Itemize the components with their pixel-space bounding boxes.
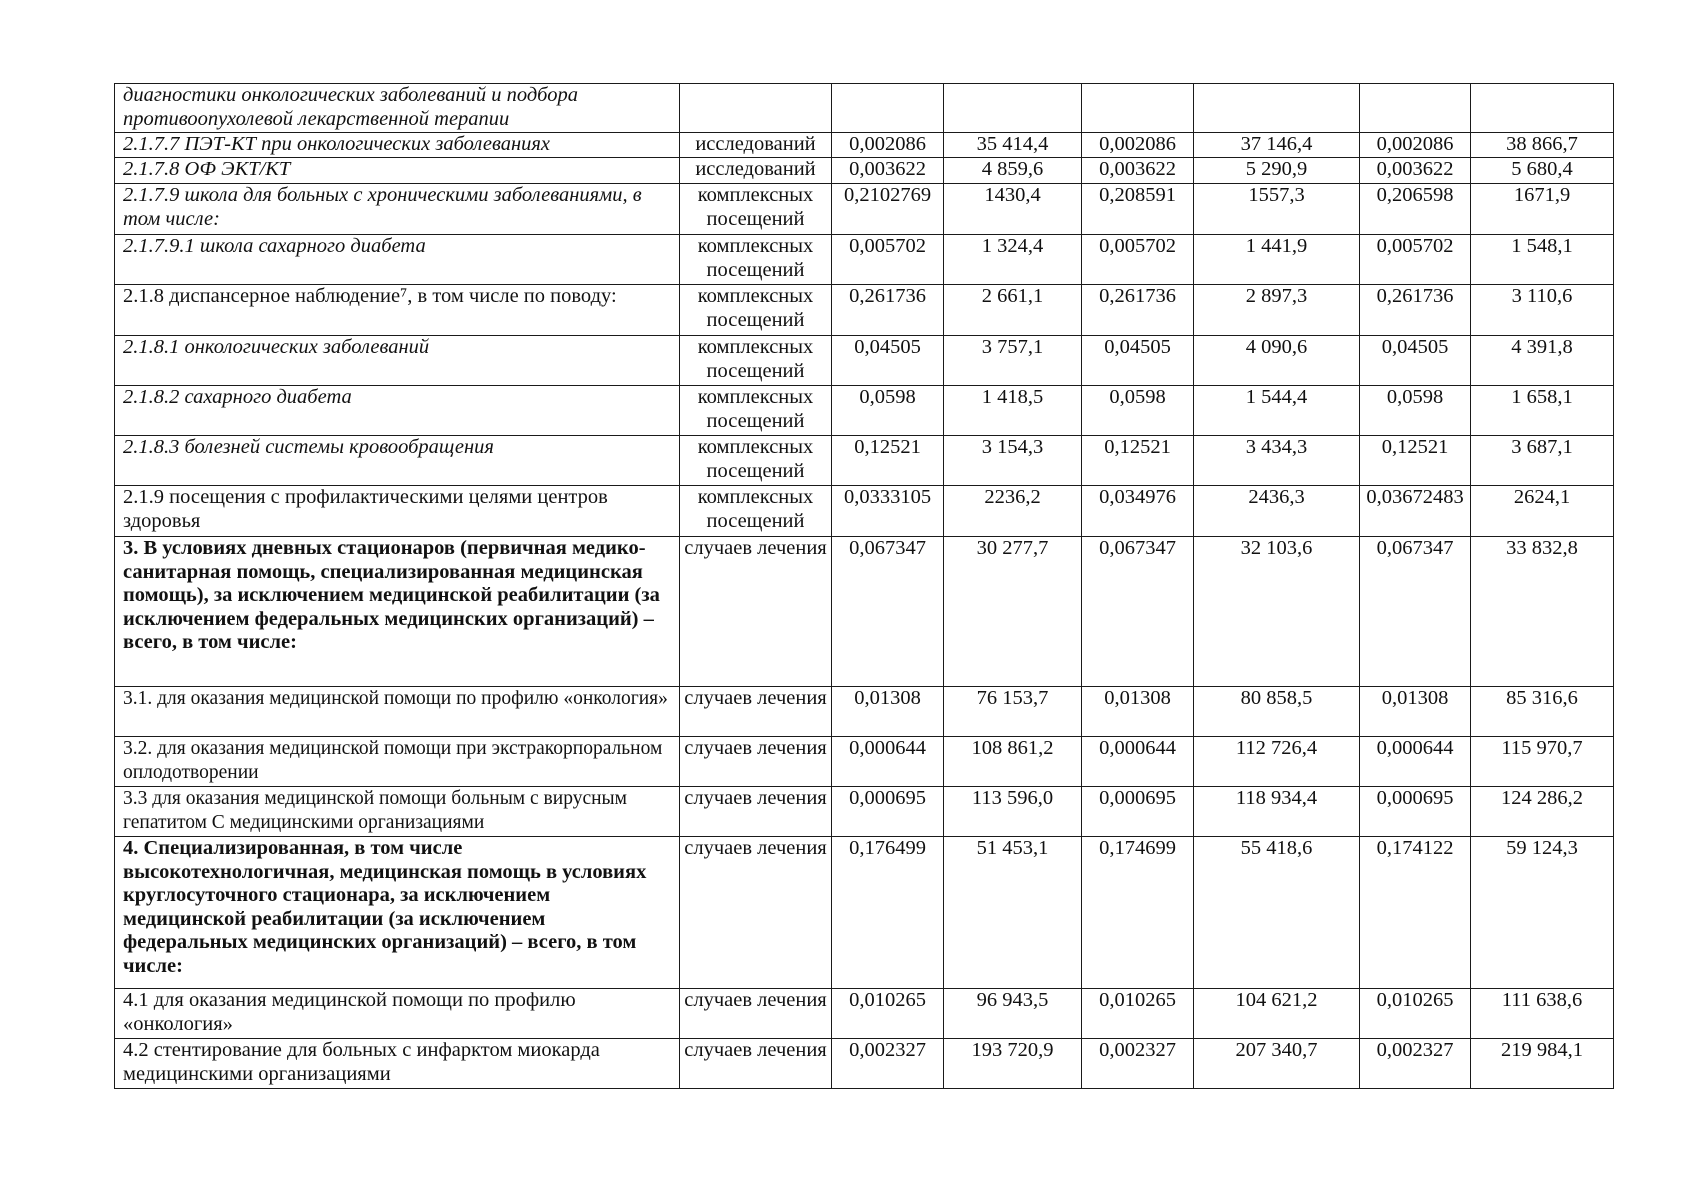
cost-value-cell: 113 596,0: [944, 787, 1082, 837]
cost-value-cell: 59 124,3: [1471, 837, 1614, 989]
cost-value-cell: 124 286,2: [1471, 787, 1614, 837]
cost-value-cell: 96 943,5: [944, 989, 1082, 1039]
cost-value-cell: 32 103,6: [1194, 537, 1360, 687]
cost-value-cell: 193 720,9: [944, 1039, 1082, 1089]
row-name-cell: 3.3 для оказания медицинской помощи больным с вирусным гепатитом С медицинскими организациями: [115, 787, 680, 837]
table-row: [115, 133, 1614, 158]
cost-value-cell: 3 154,3: [944, 436, 1082, 486]
norm-value-cell: 0,002086: [1360, 133, 1471, 158]
table-row: [115, 837, 1614, 989]
cost-value-cell: 37 146,4: [1194, 133, 1360, 158]
table-row: [115, 787, 1614, 837]
norm-value-cell: 0,0333105: [832, 486, 944, 537]
cost-value-cell: 108 861,2: [944, 737, 1082, 787]
table-row: [115, 84, 1614, 133]
norm-value-cell: 0,034976: [1082, 486, 1194, 537]
cost-value-cell: 219 984,1: [1471, 1039, 1614, 1089]
cost-value-cell: [1471, 84, 1614, 133]
unit-cell: случаев лечения: [680, 1039, 832, 1089]
table-row: [115, 158, 1614, 184]
row-name-cell: 3. В условиях дневных стационаров (первичная медико- санитарная помощь, специализированная медицинская помощь), за исключением медицинской реабилитации (за исключением федеральных медицинских организаций) – всего, в том числе:: [115, 537, 680, 687]
cost-value-cell: 76 153,7: [944, 687, 1082, 737]
cost-value-cell: 112 726,4: [1194, 737, 1360, 787]
unit-cell: исследований: [680, 133, 832, 158]
norm-value-cell: 0,067347: [1082, 537, 1194, 687]
norm-value-cell: 0,03672483: [1360, 486, 1471, 537]
cost-value-cell: 3 757,1: [944, 336, 1082, 386]
norm-value-cell: 0,261736: [832, 285, 944, 336]
row-name-cell: 2.1.7.9 школа для больных с хроническими заболеваниями, в том числе:: [115, 184, 680, 235]
norm-value-cell: 0,010265: [1082, 989, 1194, 1039]
table-row: [115, 687, 1614, 737]
norm-value-cell: 0,002327: [1082, 1039, 1194, 1089]
cost-value-cell: 33 832,8: [1471, 537, 1614, 687]
unit-cell: комплексных посещений: [680, 436, 832, 486]
cost-value-cell: 115 970,7: [1471, 737, 1614, 787]
table-row: [115, 486, 1614, 537]
table-body: [115, 84, 1614, 1089]
cost-value-cell: 3 434,3: [1194, 436, 1360, 486]
table-row: [115, 336, 1614, 386]
norm-value-cell: 0,005702: [832, 235, 944, 285]
cost-value-cell: 38 866,7: [1471, 133, 1614, 158]
norm-value-cell: 0,12521: [832, 436, 944, 486]
cost-value-cell: 4 859,6: [944, 158, 1082, 184]
norm-value-cell: 0,2102769: [832, 184, 944, 235]
unit-cell: случаев лечения: [680, 787, 832, 837]
cost-value-cell: 1557,3: [1194, 184, 1360, 235]
unit-cell: комплексных посещений: [680, 486, 832, 537]
norm-value-cell: 0,176499: [832, 837, 944, 989]
norm-value-cell: 0,005702: [1082, 235, 1194, 285]
norm-value-cell: 0,174699: [1082, 837, 1194, 989]
cost-value-cell: 35 414,4: [944, 133, 1082, 158]
norm-value-cell: 0,12521: [1082, 436, 1194, 486]
data-table: [114, 83, 1614, 1089]
cost-value-cell: 2 661,1: [944, 285, 1082, 336]
row-name-cell: 4.2 стентирование для больных с инфарктом миокарда медицинскими организациями: [115, 1039, 680, 1089]
norm-value-cell: [1082, 84, 1194, 133]
cost-value-cell: 1671,9: [1471, 184, 1614, 235]
norm-value-cell: 0,206598: [1360, 184, 1471, 235]
table-row: [115, 235, 1614, 285]
cost-value-cell: [944, 84, 1082, 133]
norm-value-cell: 0,0598: [1082, 386, 1194, 436]
norm-value-cell: 0,067347: [1360, 537, 1471, 687]
norm-value-cell: 0,000644: [1082, 737, 1194, 787]
row-name-cell: 2.1.9 посещения с профилактическими целями центров здоровья: [115, 486, 680, 537]
table-row: [115, 285, 1614, 336]
cost-value-cell: 3 110,6: [1471, 285, 1614, 336]
cost-value-cell: 51 453,1: [944, 837, 1082, 989]
norm-value-cell: 0,04505: [1360, 336, 1471, 386]
norm-value-cell: 0,002327: [832, 1039, 944, 1089]
cost-value-cell: 5 290,9: [1194, 158, 1360, 184]
cost-value-cell: 80 858,5: [1194, 687, 1360, 737]
cost-value-cell: [1194, 84, 1360, 133]
cost-value-cell: 1 544,4: [1194, 386, 1360, 436]
norm-value-cell: 0,067347: [832, 537, 944, 687]
norm-value-cell: 0,003622: [832, 158, 944, 184]
cost-value-cell: 1 418,5: [944, 386, 1082, 436]
norm-value-cell: 0,010265: [1360, 989, 1471, 1039]
norm-value-cell: 0,000644: [832, 737, 944, 787]
cost-value-cell: 30 277,7: [944, 537, 1082, 687]
norm-value-cell: 0,003622: [1082, 158, 1194, 184]
norm-value-cell: 0,12521: [1360, 436, 1471, 486]
unit-cell: комплексных посещений: [680, 285, 832, 336]
row-name-cell: 2.1.7.7 ПЭТ-КТ при онкологических заболеваниях: [115, 133, 680, 158]
norm-value-cell: 0,208591: [1082, 184, 1194, 235]
cost-value-cell: 1430,4: [944, 184, 1082, 235]
norm-value-cell: 0,005702: [1360, 235, 1471, 285]
table-row: [115, 184, 1614, 235]
norm-value-cell: 0,174122: [1360, 837, 1471, 989]
norm-value-cell: 0,000644: [1360, 737, 1471, 787]
row-name-cell: 2.1.7.9.1 школа сахарного диабета: [115, 235, 680, 285]
norm-value-cell: 0,002327: [1360, 1039, 1471, 1089]
norm-value-cell: 0,0598: [832, 386, 944, 436]
norm-value-cell: 0,01308: [1360, 687, 1471, 737]
cost-value-cell: 85 316,6: [1471, 687, 1614, 737]
norm-value-cell: 0,261736: [1360, 285, 1471, 336]
table-row: [115, 386, 1614, 436]
row-name-cell: 2.1.7.8 ОФ ЭКТ/КТ: [115, 158, 680, 184]
cost-value-cell: 2436,3: [1194, 486, 1360, 537]
unit-cell: комплексных посещений: [680, 235, 832, 285]
norm-value-cell: 0,002086: [832, 133, 944, 158]
table-row: [115, 1039, 1614, 1089]
unit-cell: комплексных посещений: [680, 386, 832, 436]
table-row: [115, 737, 1614, 787]
table-row: [115, 436, 1614, 486]
cost-value-cell: 1 658,1: [1471, 386, 1614, 436]
row-name-cell: 4. Специализированная, в том числе высокотехнологичная, медицинская помощь в условиях круглосуточного стационара, за исключением медицинской реабилитации (за исключением федеральных медицинских организаций) – всего, в том числе:: [115, 837, 680, 989]
norm-value-cell: 0,000695: [832, 787, 944, 837]
norm-value-cell: 0,010265: [832, 989, 944, 1039]
norm-value-cell: 0,0598: [1360, 386, 1471, 436]
norm-value-cell: 0,003622: [1360, 158, 1471, 184]
cost-value-cell: 1 324,4: [944, 235, 1082, 285]
row-name-cell: 3.1. для оказания медицинской помощи по профилю «онкология»: [115, 687, 680, 737]
row-name-cell: 2.1.8 диспансерное наблюдение⁷, в том числе по поводу:: [115, 285, 680, 336]
unit-cell: комплексных посещений: [680, 336, 832, 386]
cost-value-cell: 2 897,3: [1194, 285, 1360, 336]
norm-value-cell: 0,01308: [1082, 687, 1194, 737]
cost-value-cell: 118 934,4: [1194, 787, 1360, 837]
norm-value-cell: 0,04505: [1082, 336, 1194, 386]
cost-value-cell: 4 090,6: [1194, 336, 1360, 386]
unit-cell: случаев лечения: [680, 687, 832, 737]
cost-value-cell: 104 621,2: [1194, 989, 1360, 1039]
row-name-cell: 2.1.8.1 онкологических заболеваний: [115, 336, 680, 386]
row-name-cell: диагностики онкологических заболеваний и подбора противоопухолевой лекарственной терапии: [115, 84, 680, 133]
norm-value-cell: 0,01308: [832, 687, 944, 737]
cost-value-cell: 2236,2: [944, 486, 1082, 537]
unit-cell: случаев лечения: [680, 537, 832, 687]
unit-cell: случаев лечения: [680, 737, 832, 787]
norm-value-cell: [1360, 84, 1471, 133]
norm-value-cell: 0,000695: [1082, 787, 1194, 837]
row-name-cell: 2.1.8.3 болезней системы кровообращения: [115, 436, 680, 486]
unit-cell: комплексных посещений: [680, 184, 832, 235]
unit-cell: случаев лечения: [680, 837, 832, 989]
unit-cell: [680, 84, 832, 133]
cost-value-cell: 207 340,7: [1194, 1039, 1360, 1089]
row-name-cell: 3.2. для оказания медицинской помощи при экстракорпоральном оплодотворении: [115, 737, 680, 787]
unit-cell: случаев лечения: [680, 989, 832, 1039]
row-name-cell: 2.1.8.2 сахарного диабета: [115, 386, 680, 436]
cost-value-cell: 2624,1: [1471, 486, 1614, 537]
unit-cell: исследований: [680, 158, 832, 184]
cost-value-cell: 4 391,8: [1471, 336, 1614, 386]
cost-value-cell: 3 687,1: [1471, 436, 1614, 486]
cost-value-cell: 5 680,4: [1471, 158, 1614, 184]
row-name-cell: 4.1 для оказания медицинской помощи по профилю «онкология»: [115, 989, 680, 1039]
cost-value-cell: 111 638,6: [1471, 989, 1614, 1039]
norm-value-cell: 0,04505: [832, 336, 944, 386]
norm-value-cell: 0,261736: [1082, 285, 1194, 336]
norm-value-cell: [832, 84, 944, 133]
cost-value-cell: 1 548,1: [1471, 235, 1614, 285]
norm-value-cell: 0,000695: [1360, 787, 1471, 837]
cost-value-cell: 55 418,6: [1194, 837, 1360, 989]
table-row: [115, 989, 1614, 1039]
table-row: [115, 537, 1614, 687]
norm-value-cell: 0,002086: [1082, 133, 1194, 158]
cost-value-cell: 1 441,9: [1194, 235, 1360, 285]
